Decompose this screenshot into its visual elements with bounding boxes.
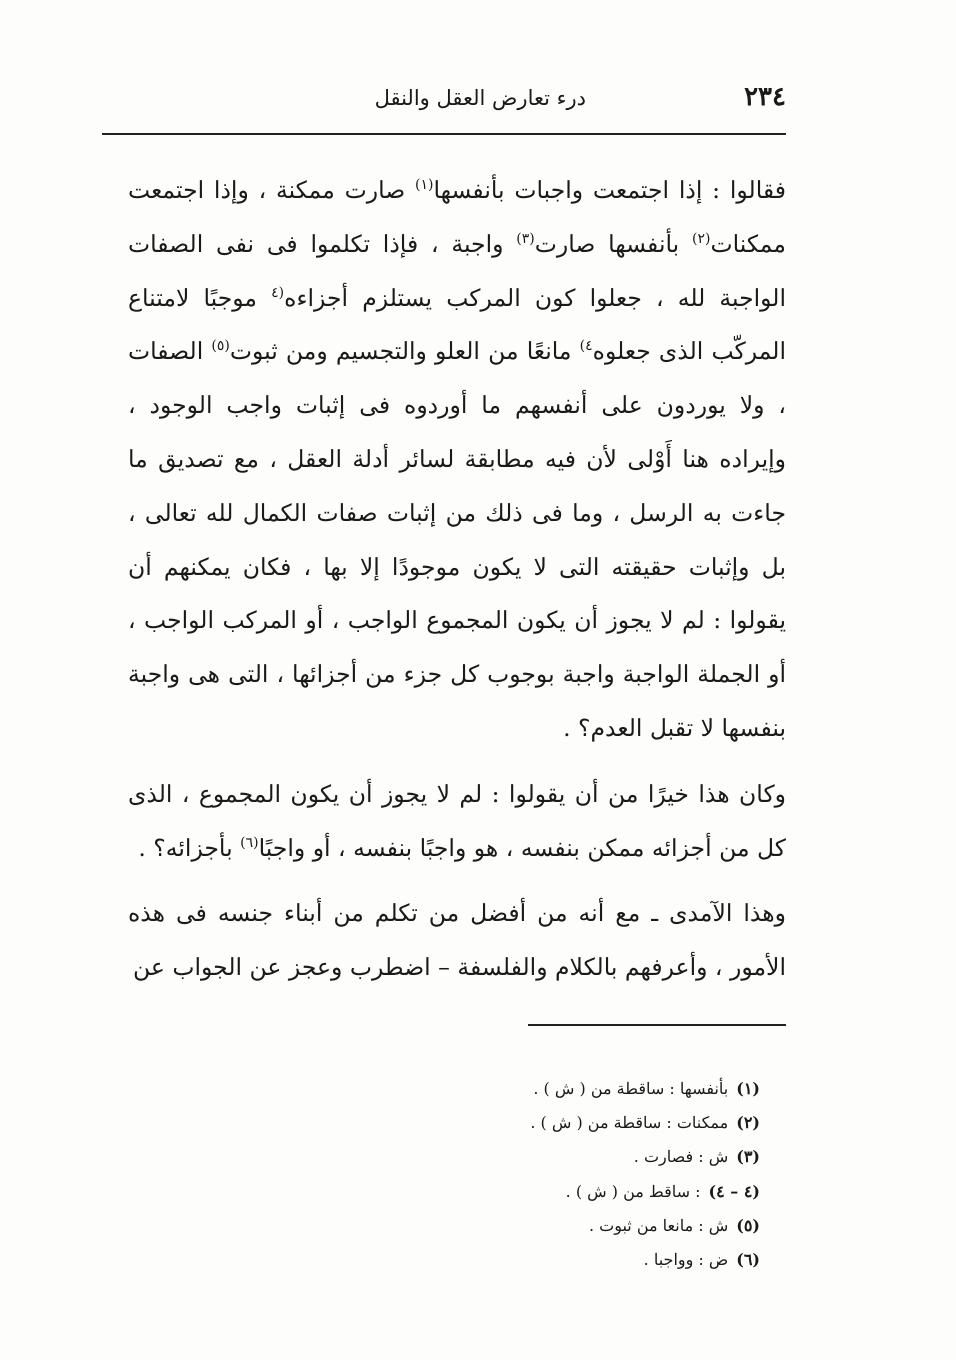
footnote-number: (٦) — [736, 1250, 760, 1270]
footnote-item — [430, 1175, 760, 1209]
paragraph-3 — [128, 887, 786, 995]
footnote-ref-3: (٣) — [516, 230, 535, 247]
footnote-number: (٥) — [736, 1215, 760, 1235]
footnote-number: (١) — [736, 1079, 760, 1098]
footnote-rule — [528, 1024, 786, 1026]
running-title: درء تعارض العقل والنقل — [374, 86, 586, 110]
text-run: وهذا الآمدى ـ مع أنه من أفضل من تكلم من أبناء جنسه فى هذه الأمور ، وأعرفهم بالكلام والفلسفة – اضطرب وعجز عن الجواب عن — [128, 899, 786, 982]
footnote-item — [430, 1072, 760, 1106]
footnote-ref-2: (٢) — [691, 230, 711, 247]
footnote-item — [430, 1209, 760, 1243]
footnote-ref-4-end: ٤) — [579, 338, 593, 355]
text-run: فقالوا : إذا اجتمعت واجبات بأنفسها — [433, 176, 786, 204]
text-run: موجبًا لامتناع المركّب الذى جعلوه — [128, 283, 786, 366]
text-run: وكان هذا خيرًا من أن يقولوا : لم لا يجوز أن يكون المجموع ، الذى كل من أجزائه ممكن بنفسه ، هو واجبًا بنفسه ، أو واجبًا — [128, 779, 786, 862]
footnote-item — [430, 1140, 760, 1174]
main-text — [128, 164, 786, 995]
footnote-text: : ساقط من ( ش ) . — [565, 1181, 701, 1201]
text-run: بأجزائه؟ . — [138, 833, 241, 862]
footnote-item — [430, 1243, 760, 1277]
text-run: صارت ممكنة ، وإذا اجتمعت ممكنات — [128, 176, 786, 258]
page-header — [128, 82, 786, 128]
footnote-number: (٢) — [736, 1113, 760, 1133]
text-run: واجبة ، فإذا تكلموا فى نفى الصفات الواجبة لله ، جعلوا كون المركب يستلزم أجزاءه — [128, 229, 786, 312]
footnote-ref-4-start: (٤ — [271, 284, 285, 301]
footnote-item — [430, 1106, 760, 1140]
text-run: الصفات ، ولا يوردون على أنفسهم ما أوردوه فى إثبات واجب الوجود ، وإيراده هنا أَوْلى لأن فيه مطابقة لسائر أدلة العقل ، مع تصديق ما جاءت به الرسل ، وما فى ذلك من إثبات صفات الكمال لله تعالى ، بل وإثبات حقيقته التى لا يكون موجودًا إلا بها ، فكان يمكنهم أن يقولوا : لم لا يجوز أن يكون المجموع الواجب ، أو المركب الواجب ، أو الجملة الواجبة واجبة بوجوب كل جزء من أجزائها ، التى هى واجبة بنفسها لا تقبل العدم؟ . — [128, 337, 786, 742]
footnote-number: (٣) — [736, 1147, 760, 1167]
footnote-ref-1: (١) — [415, 177, 434, 194]
footnote-ref-6: (٦) — [240, 834, 259, 851]
text-run: بأنفسها صارت — [534, 229, 692, 258]
text-run: مانعًا من العلو والتجسيم ومن ثبوت — [229, 337, 580, 366]
footnote-text: ش : مانعا من ثبوت . — [588, 1215, 729, 1235]
paragraph-1 — [128, 164, 786, 756]
footnote-text: بأنفسها : ساقطة من ( ش ) . — [533, 1079, 729, 1098]
footnote-text: ض : وواجبا . — [643, 1250, 729, 1270]
paragraph-2 — [128, 768, 786, 876]
footnote-text: ش : فصارت . — [633, 1147, 729, 1167]
header-rule — [102, 133, 786, 135]
footnotes — [430, 1072, 760, 1277]
footnote-text: ممكنات : ساقطة من ( ش ) . — [530, 1113, 729, 1133]
footnote-number: (٤ – ٤) — [708, 1181, 760, 1201]
page-number: ٢٣٤ — [744, 82, 786, 112]
footnote-ref-5: (٥) — [211, 338, 230, 355]
